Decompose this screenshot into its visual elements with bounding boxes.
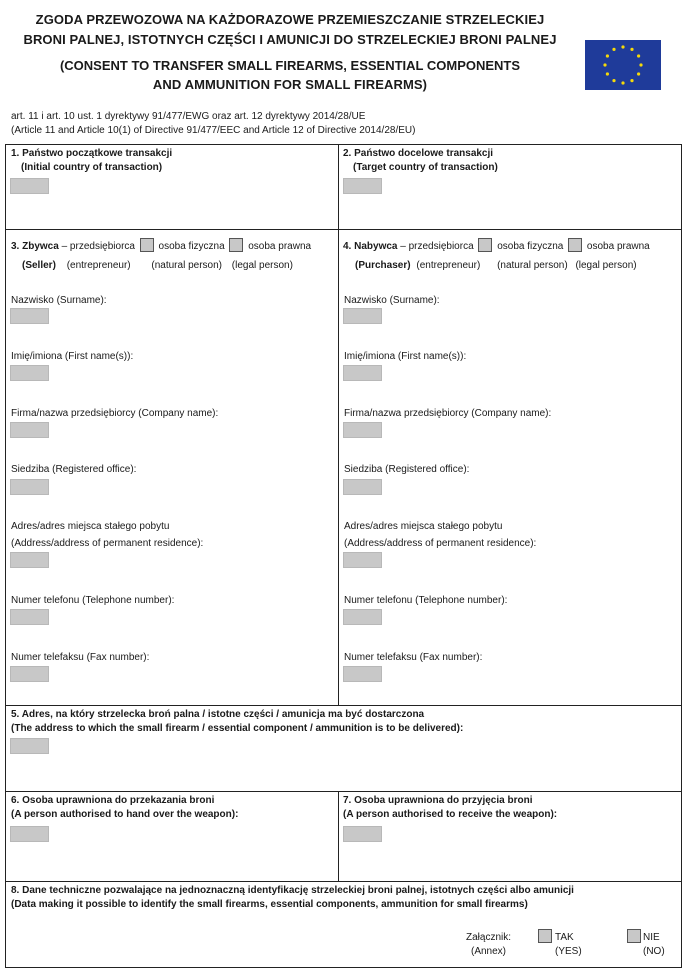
section-3-legal: osoba prawna (248, 241, 312, 252)
section-4-sub-legal: (legal person) (575, 260, 637, 271)
document-title (10, 10, 570, 95)
purchaser-fax-input[interactable] (343, 666, 382, 682)
section-3-sub-natural: (natural person) (151, 260, 222, 271)
purchaser-phone-input[interactable] (343, 609, 382, 625)
section-2-sub: (Target country of transaction) (353, 162, 498, 173)
eu-flag-icon (585, 40, 661, 90)
purchaser-address-input[interactable] (343, 552, 382, 568)
seller-surname-label: Nazwisko (Surname): (11, 295, 107, 306)
seller-address-input[interactable] (10, 552, 49, 568)
annex-yes-pl: TAK (555, 932, 574, 943)
divider (338, 145, 339, 705)
section-4-sub-natural: (natural person) (497, 260, 568, 271)
title-pl-line-1: ZGODA PRZEWOZOWA NA KAŻDORAZOWE PRZEMIESZCZANIE STRZELECKIEJ (35, 12, 545, 27)
section-4-entrepreneur: – przedsiębiorca (400, 241, 474, 252)
purchaser-address-label-1: Adres/adres miejsca stałego pobytu (344, 521, 503, 532)
section-6-header (11, 794, 238, 822)
title-en-line-1: (CONSENT TO TRANSFER SMALL FIREARMS, ESSENTIAL COMPONENTS (59, 58, 521, 73)
annex-no-label (643, 931, 665, 959)
seller-phone-label: Numer telefonu (Telephone number): (11, 595, 175, 606)
section-8-header (11, 884, 676, 912)
title-en-line-2: AND AMMUNITION FOR SMALL FIREARMS) (152, 77, 428, 92)
purchaser-office-input[interactable] (343, 479, 382, 495)
divider (6, 881, 681, 882)
section-3-sub (22, 259, 293, 273)
section-3-sub-entrepreneur: (entrepreneur) (66, 260, 131, 271)
section-3-number: 3. (11, 241, 20, 252)
section-8-label: 8. Dane techniczne pozwalające na jednoznaczną identyfikację strzeleckiej broni palnej, istotnych części albo amunicji (11, 885, 574, 896)
purchaser-office-label: Siedziba (Registered office): (344, 464, 470, 475)
seller-company-label: Firma/nazwa przedsiębiorcy (Company name): (11, 408, 219, 419)
seller-office-input[interactable] (10, 479, 49, 495)
seller-fax-input[interactable] (10, 666, 49, 682)
section-5-sub: (The address to which the small firearm / essential component / ammunition is to be delivered): (11, 723, 464, 734)
annex-yes-en: (YES) (555, 946, 582, 957)
legal-basis (11, 110, 415, 138)
handover-person-input[interactable] (10, 826, 49, 842)
transfer-form (5, 144, 682, 968)
divider (6, 791, 681, 792)
section-1-header (11, 147, 172, 175)
divider (6, 705, 681, 706)
section-4-number: 4. (343, 241, 352, 252)
seller-surname-input[interactable] (10, 308, 49, 324)
purchaser-first-name-input[interactable] (343, 365, 382, 381)
legal-basis-en: (Article 11 and Article 10(1) of Directive 91/477/EEC and Article 12 of Directive 2014/28/EU) (11, 125, 416, 136)
annex-label-pl: Załącznik: (466, 932, 512, 943)
purchaser-phone-label: Numer telefonu (Telephone number): (344, 595, 508, 606)
delivery-address-input[interactable] (10, 738, 49, 754)
divider (338, 791, 339, 881)
section-3-sub-title: (Seller) (22, 260, 56, 271)
section-7-sub: (A person authorised to receive the weapon): (343, 809, 558, 820)
legal-basis-pl: art. 11 i art. 10 ust. 1 dyrektywy 91/477/EWG oraz art. 12 dyrektywy 2014/28/UE (11, 111, 366, 122)
annex-no-checkbox[interactable] (627, 929, 641, 943)
section-7-header (343, 794, 557, 822)
section-4-natural: osoba fizyczna (497, 241, 564, 252)
section-3-header (11, 238, 311, 254)
purchaser-company-label: Firma/nazwa przedsiębiorcy (Company name): (344, 408, 552, 419)
annex-yes-checkbox[interactable] (538, 929, 552, 943)
section-7-label: 7. Osoba uprawniona do przyjęcia broni (343, 795, 533, 806)
seller-natural-checkbox[interactable] (229, 238, 243, 252)
section-3-sub-legal: (legal person) (231, 260, 293, 271)
section-5-label: 5. Adres, na który strzelecka broń palna / istotne części / amunicja ma być dostarczona (11, 709, 425, 720)
section-8-sub: (Data making it possible to identify the small firearms, essential components, ammunition for small firearms) (11, 899, 528, 910)
seller-phone-input[interactable] (10, 609, 49, 625)
purchaser-address-label (344, 520, 536, 551)
seller-company-input[interactable] (10, 422, 49, 438)
title-pl-line-2: BRONI PALNEJ, ISTOTNYCH CZĘŚCI I AMUNICJI DO STRZELECKIEJ BRONI PALNEJ (23, 32, 557, 47)
purchaser-entrepreneur-checkbox[interactable] (478, 238, 492, 252)
section-4-sub-entrepreneur: (entrepreneur) (416, 260, 481, 271)
seller-fax-label: Numer telefaksu (Fax number): (11, 652, 150, 663)
purchaser-fax-label: Numer telefaksu (Fax number): (344, 652, 483, 663)
purchaser-company-input[interactable] (343, 422, 382, 438)
section-1-label: 1. Państwo początkowe transakcji (11, 148, 173, 159)
section-3-entrepreneur: – przedsiębiorca (61, 241, 135, 252)
section-4-header (343, 238, 650, 254)
section-1-sub: (Initial country of transaction) (21, 162, 163, 173)
purchaser-address-label-2: (Address/address of permanent residence): (344, 538, 537, 549)
purchaser-surname-input[interactable] (343, 308, 382, 324)
section-2-header (343, 147, 498, 175)
section-4-sub (355, 259, 637, 273)
seller-entrepreneur-checkbox[interactable] (140, 238, 154, 252)
seller-office-label: Siedziba (Registered office): (11, 464, 137, 475)
annex-yes-label (555, 931, 582, 959)
annex-label (466, 931, 511, 959)
divider (6, 229, 681, 230)
section-3-title: Zbywca (22, 241, 59, 252)
seller-first-name-label: Imię/imiona (First name(s)): (11, 351, 134, 362)
section-4-legal: osoba prawna (586, 241, 650, 252)
purchaser-surname-label: Nazwisko (Surname): (344, 295, 440, 306)
purchaser-first-name-label: Imię/imiona (First name(s)): (344, 351, 467, 362)
annex-no-pl: NIE (643, 932, 660, 943)
annex-no-en: (NO) (643, 946, 665, 957)
seller-address-label (11, 520, 203, 551)
initial-country-input[interactable] (10, 178, 49, 194)
seller-address-label-1: Adres/adres miejsca stałego pobytu (11, 521, 170, 532)
section-6-label: 6. Osoba uprawniona do przekazania broni (11, 795, 215, 806)
section-3-natural: osoba fizyczna (158, 241, 225, 252)
purchaser-natural-checkbox[interactable] (568, 238, 582, 252)
section-4-title: Nabywca (354, 241, 398, 252)
annex-label-en: (Annex) (471, 946, 507, 957)
seller-address-label-2: (Address/address of permanent residence): (11, 538, 204, 549)
section-5-header (11, 708, 463, 736)
section-4-sub-title: (Purchaser) (355, 260, 411, 271)
section-2-label: 2. Państwo docelowe transakcji (343, 148, 494, 159)
section-6-sub: (A person authorised to hand over the weapon): (11, 809, 239, 820)
seller-first-name-input[interactable] (10, 365, 49, 381)
target-country-input[interactable] (343, 178, 382, 194)
receiver-person-input[interactable] (343, 826, 382, 842)
